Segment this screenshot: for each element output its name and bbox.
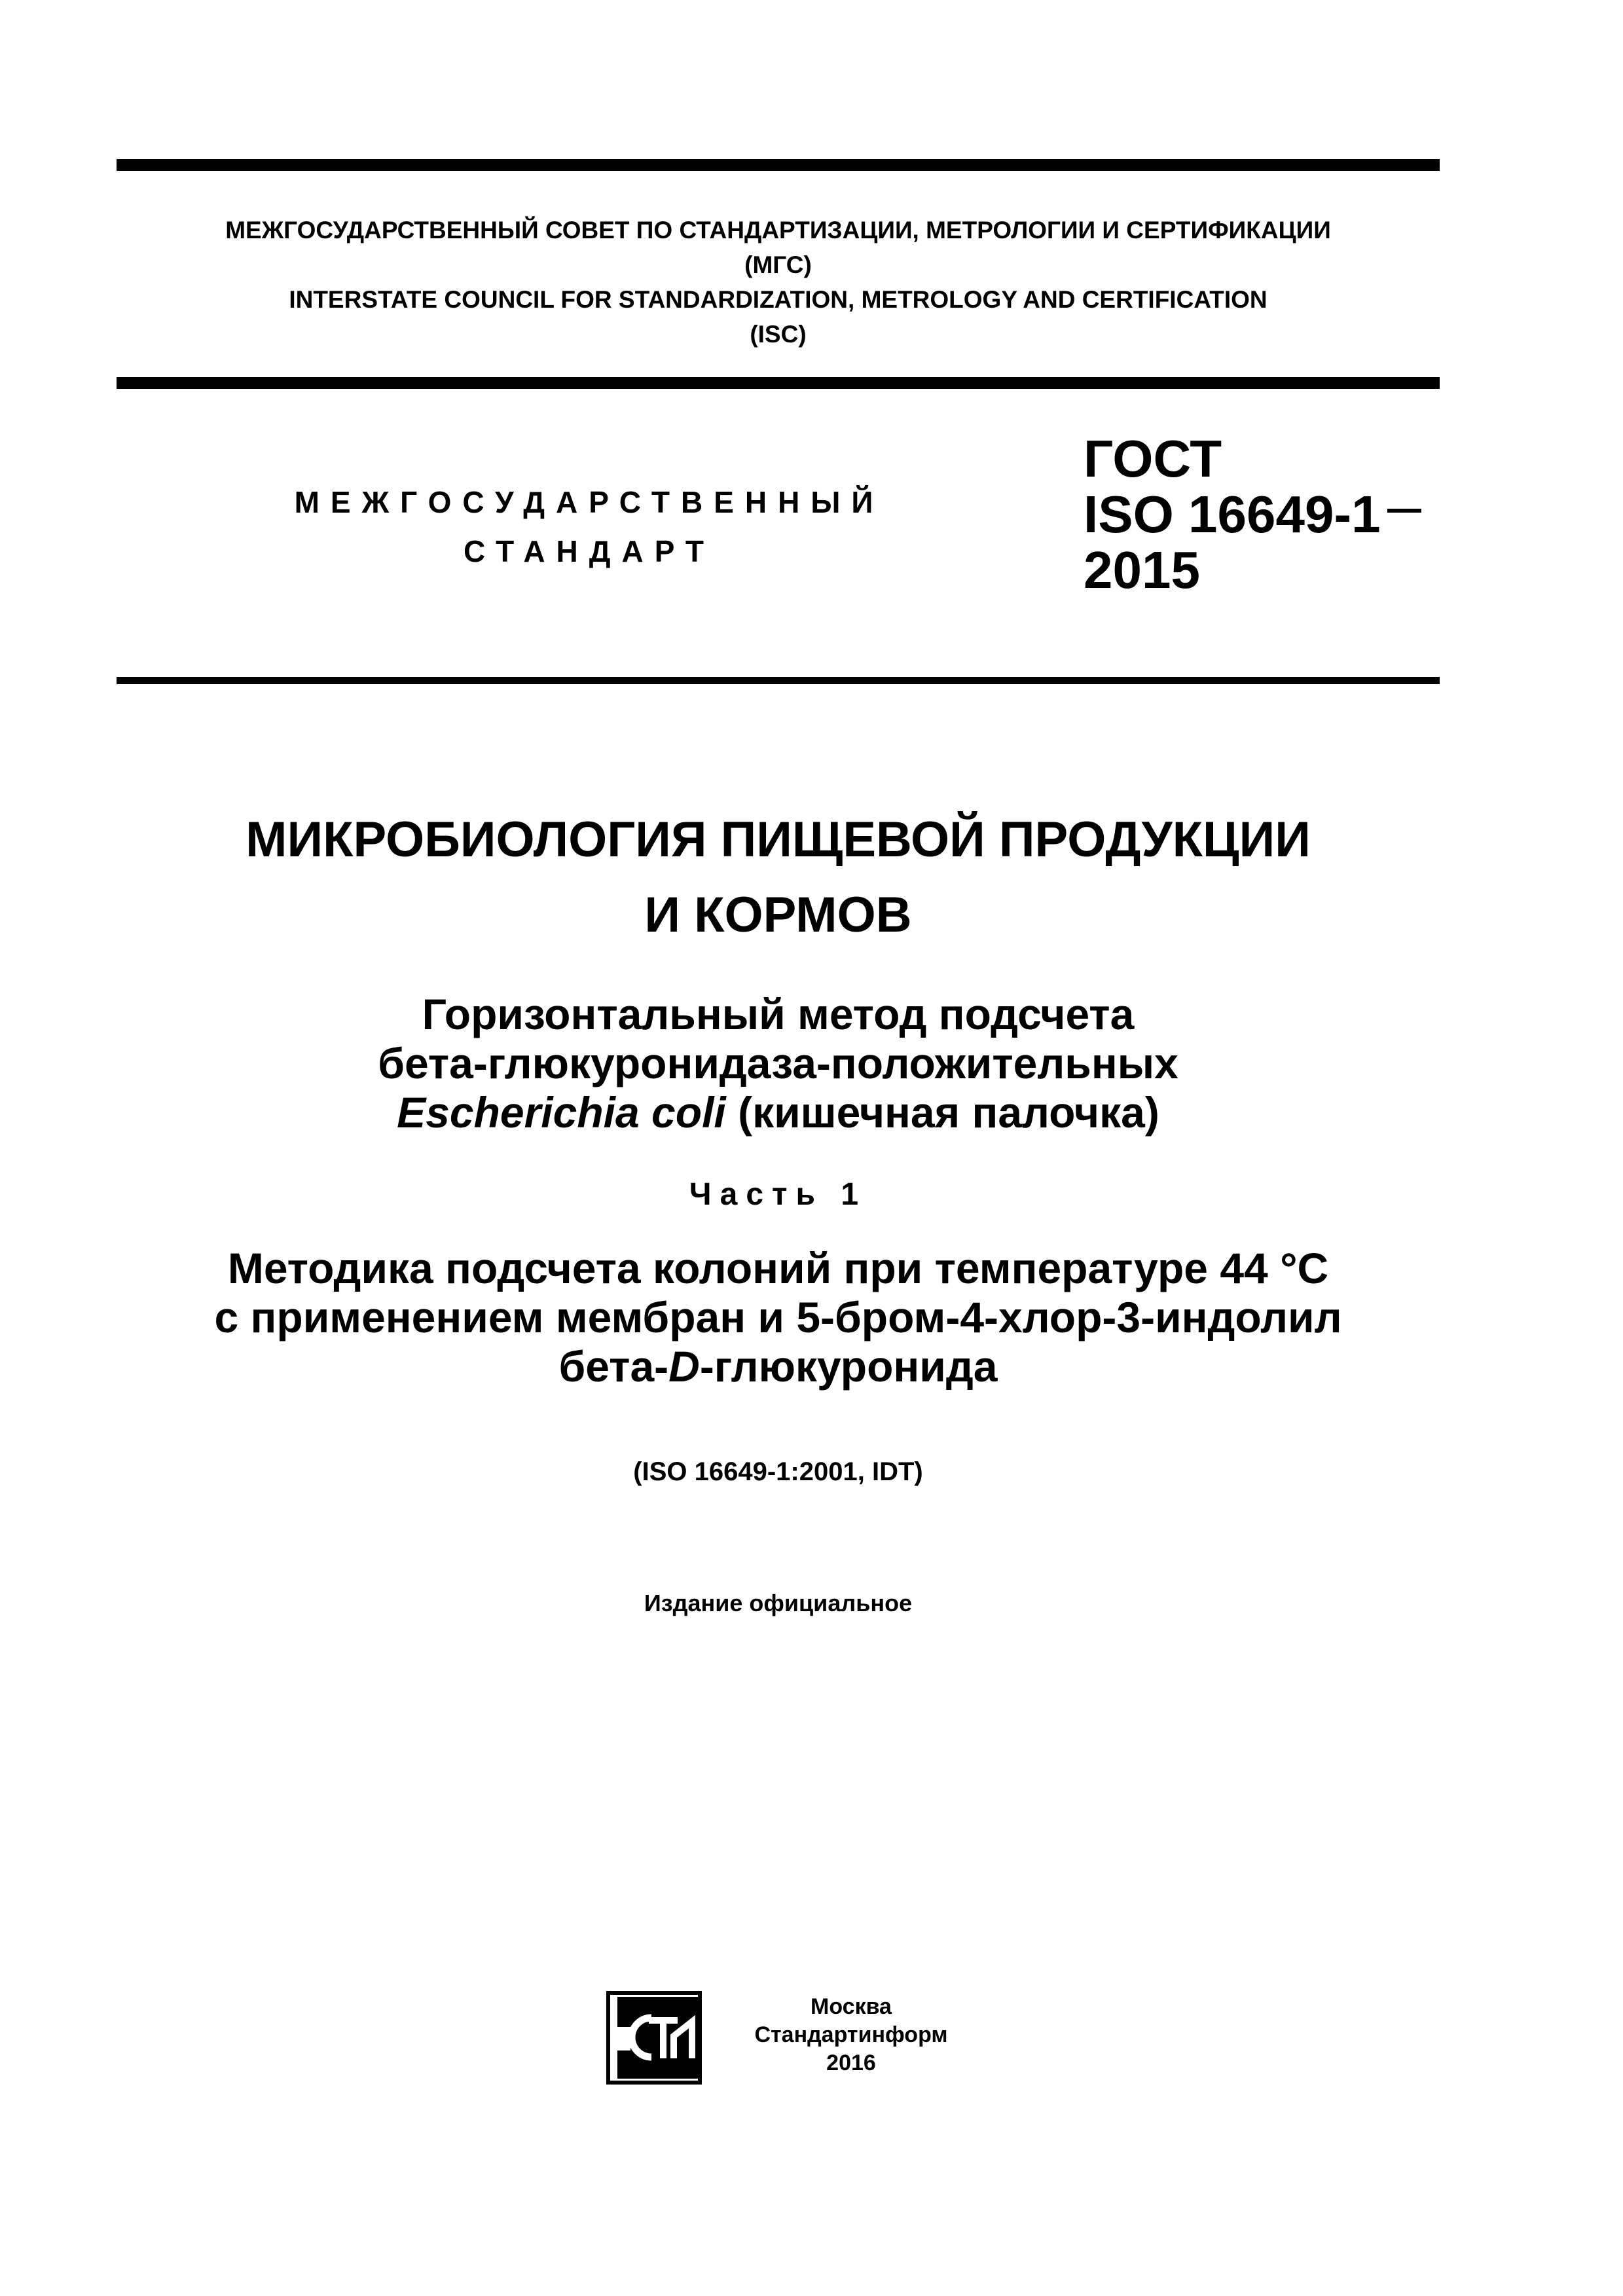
council-abbr-ru: (МГС): [744, 251, 812, 278]
designation-number: [1084, 486, 1421, 542]
method-line3-pre: бета-: [558, 1342, 669, 1391]
method-line3-post: -глюкуронида: [699, 1342, 998, 1391]
top-rule: [117, 159, 1440, 171]
subtitle-line3: [117, 1088, 1440, 1137]
title-line1: МИКРОБИОЛОГИЯ ПИЩЕВОЙ ПРОДУКЦИИ: [246, 812, 1311, 867]
subtitle-line2: бета-глюкуронидаза-положительных: [378, 1039, 1178, 1087]
method-title: [117, 1244, 1440, 1391]
standard-type-line2: СТАНДАРТ: [464, 534, 715, 568]
imprint-year: 2016: [826, 2050, 876, 2075]
title-line2: И КОРМОВ: [644, 887, 912, 943]
standartinform-logo-icon: [606, 1990, 702, 2085]
method-line2: с применением мембран и 5-бром-4-хлор-3-индолил: [214, 1293, 1342, 1341]
edition-note: Издание официальное: [644, 1590, 913, 1616]
subtitle-line1: Горизонтальный метод подсчета: [422, 990, 1135, 1038]
method-line3: [117, 1342, 1440, 1391]
designation-number-text: ISO 16649-1: [1084, 485, 1381, 543]
council-header: [117, 213, 1440, 352]
council-name-ru: МЕЖГОСУДАРСТВЕННЫЙ СОВЕТ ПО СТАНДАРТИЗАЦИИ, МЕТРОЛОГИИ И СЕРТИФИКАЦИИ: [225, 217, 1331, 244]
imprint-city: Москва: [811, 1994, 892, 2019]
document-subtitle: [117, 990, 1440, 1137]
third-rule: [117, 677, 1440, 684]
method-line3-italic: D: [668, 1342, 700, 1391]
council-name-en: INTERSTATE COUNCIL FOR STANDARDIZATION, METROLOGY AND CERTIFICATION: [289, 286, 1267, 313]
document-title: [117, 802, 1440, 953]
organism-name: Escherichia coli: [397, 1088, 726, 1137]
council-abbr-en: (ISC): [750, 321, 807, 348]
standard-type-line1: МЕЖГОСУДАРСТВЕННЫЙ: [294, 485, 884, 519]
logo-notch: [612, 2027, 630, 2050]
logo-graphic: [606, 1990, 702, 2085]
standard-type-label: [282, 478, 897, 576]
publisher-imprint: [727, 1993, 976, 2077]
standard-designation: [1084, 431, 1421, 598]
second-rule: [117, 377, 1440, 389]
method-line1: Методика подсчета колоний при температуре 44 °С: [227, 1244, 1329, 1292]
iso-reference: (ISO 16649-1:2001, IDT): [633, 1457, 923, 1486]
imprint-publisher: Стандартинформ: [754, 2022, 948, 2047]
organism-common-name: (кишечная палочка): [725, 1088, 1159, 1137]
part-label: Часть 1: [689, 1177, 867, 1212]
designation-gost: ГОСТ: [1084, 429, 1222, 488]
designation-year: 2015: [1084, 541, 1200, 599]
